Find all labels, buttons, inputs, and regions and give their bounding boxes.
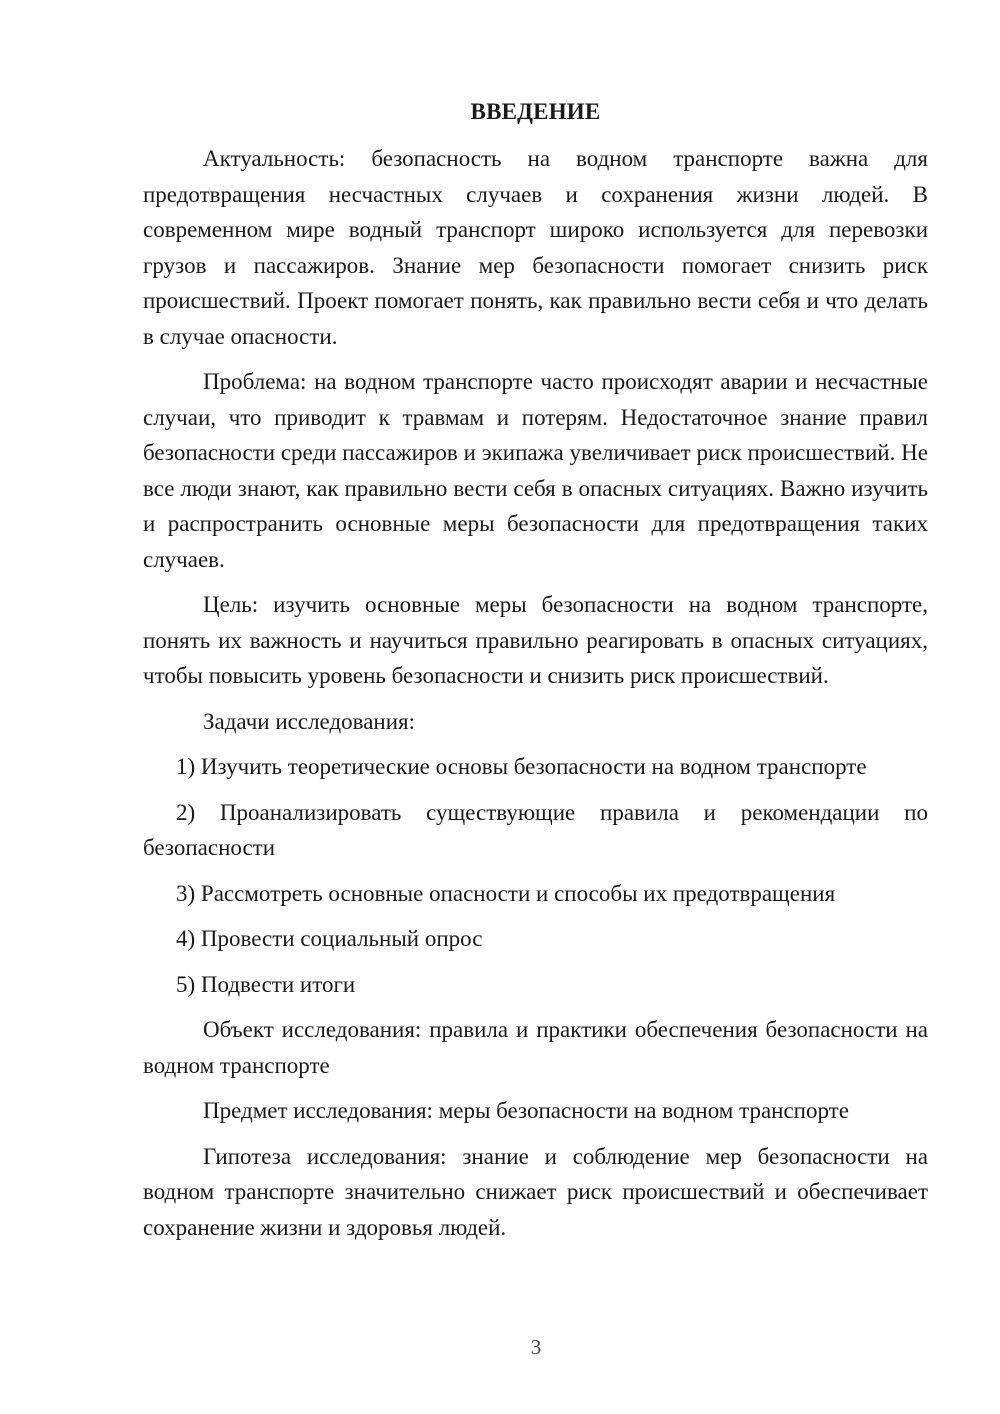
list-item: 3) Рассмотреть основные опасности и способы их предотвращения — [176, 880, 836, 906]
list-item: 1) Изучить теоретические основы безопасности на водном транспорте — [176, 754, 867, 779]
goal-paragraph: Цель: изучить основные меры безопасности на водном транспорте, понять их важность и научиться правильно реагировать в опасных ситуациях, чтобы повысить уровень безопасности и снизить риск происшествий. — [143, 592, 928, 688]
page-title: ВВЕДЕНИЕ — [470, 99, 601, 124]
tasks-title: Задачи исследования: — [203, 708, 416, 734]
problem-paragraph: Проблема: на водном транспорте часто происходят аварии и несчастные случаи, что приводит к травмам и потерям. Недостаточное знание правил безопасности среди пассажиров и экипажа увеличивает риск происшествий. Не все люди знают, как правильно вести себя в опасных ситуациях. Важно изучить и распространить основные меры безопасности для предотвращения таких случаев. — [143, 369, 928, 572]
list-item: 2) Проанализировать существующие правила и рекомендации по безопасности — [143, 799, 928, 860]
list-item: 4) Провести социальный опрос — [176, 926, 483, 951]
list-item: 5) Подвести итоги — [176, 971, 356, 997]
page-number: 3 — [530, 1335, 542, 1359]
subject-paragraph: Предмет исследования: меры безопасности на водном транспорте — [203, 1098, 849, 1123]
page-content — [143, 94, 928, 1245]
object-paragraph: Объект исследования: правила и практики обеспечения безопасности на водном транспорте — [143, 1017, 928, 1078]
relevance-paragraph: Актуальность: безопасность на водном транспорте важна для предотвращения несчастных случаев и сохранения жизни людей. В современном мире водный транспорт широко используется для перевозки грузов и пассажиров. Знание мер безопасности помогает снизить риск происшествий. Проект помогает понять, как правильно вести себя и что делать в случае опасности. — [143, 146, 928, 349]
hypothesis-paragraph: Гипотеза исследования: знание и соблюдение мер безопасности на водном транспорте значительно снижает риск происшествий и обеспечивает сохранение жизни и здоровья людей. — [143, 1143, 928, 1240]
